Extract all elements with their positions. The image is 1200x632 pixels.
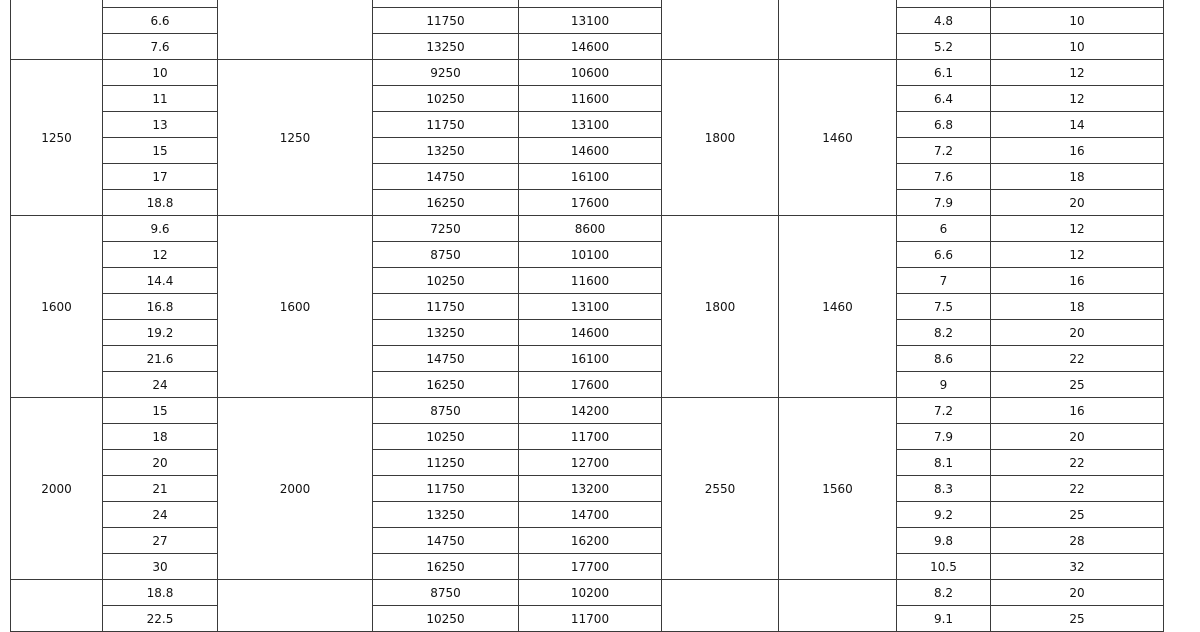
cell-col7-group — [779, 0, 897, 60]
cell-col4: 11750 — [373, 294, 519, 320]
cell-col5 — [519, 0, 662, 8]
cell-col4: 11750 — [373, 112, 519, 138]
cell-col9: 16 — [991, 398, 1164, 424]
cell-col9: 22 — [991, 476, 1164, 502]
cell-col3-group — [218, 580, 373, 632]
cell-col2: 22.5 — [103, 606, 218, 632]
table-row — [11, 346, 1164, 372]
cell-col2: 16.8 — [103, 294, 218, 320]
cell-col9: 20 — [991, 424, 1164, 450]
table-row — [11, 320, 1164, 346]
table-row — [11, 164, 1164, 190]
cell-col4: 16250 — [373, 372, 519, 398]
cell-col5: 14600 — [519, 34, 662, 60]
cell-col8: 8.2 — [897, 580, 991, 606]
cell-col8: 10.5 — [897, 554, 991, 580]
table-row — [11, 528, 1164, 554]
cell-col5: 17600 — [519, 372, 662, 398]
cell-col8: 7.5 — [897, 294, 991, 320]
cell-col4: 14750 — [373, 528, 519, 554]
cell-col4: 10250 — [373, 424, 519, 450]
cell-col4: 9250 — [373, 60, 519, 86]
cell-col2: 24 — [103, 372, 218, 398]
cell-col6-group — [662, 0, 779, 60]
cell-col5: 11600 — [519, 86, 662, 112]
table-row — [11, 424, 1164, 450]
table-row — [11, 580, 1164, 606]
cell-col8: 6.8 — [897, 112, 991, 138]
cell-col9: 10 — [991, 8, 1164, 34]
cell-col9: 18 — [991, 164, 1164, 190]
cell-col5: 13100 — [519, 294, 662, 320]
cell-col2: 13 — [103, 112, 218, 138]
cell-col9: 20 — [991, 190, 1164, 216]
cell-col9: 16 — [991, 268, 1164, 294]
cell-col3-group: 1250 — [218, 60, 373, 216]
cell-col2: 27 — [103, 528, 218, 554]
cell-col2: 19.2 — [103, 320, 218, 346]
table-row — [11, 0, 1164, 8]
cell-col5: 10200 — [519, 580, 662, 606]
cell-col8: 6.4 — [897, 86, 991, 112]
spec-table — [10, 0, 1164, 632]
table-row — [11, 476, 1164, 502]
cell-col8: 8.3 — [897, 476, 991, 502]
cell-col5: 16200 — [519, 528, 662, 554]
cell-col1-group: 1600 — [11, 216, 103, 398]
cell-col4: 8750 — [373, 580, 519, 606]
cell-col3-group: 2000 — [218, 398, 373, 580]
cell-col8: 8.2 — [897, 320, 991, 346]
cell-col2 — [103, 0, 218, 8]
table-row — [11, 112, 1164, 138]
cell-col6-group: 1800 — [662, 216, 779, 398]
spec-table-container — [10, 0, 1164, 632]
cell-col2: 15 — [103, 398, 218, 424]
cell-col2: 20 — [103, 450, 218, 476]
cell-col9: 18 — [991, 294, 1164, 320]
cell-col4: 10250 — [373, 86, 519, 112]
cell-col5: 16100 — [519, 346, 662, 372]
cell-col5: 17700 — [519, 554, 662, 580]
cell-col4: 10250 — [373, 268, 519, 294]
cell-col8: 4.8 — [897, 8, 991, 34]
cell-col9: 22 — [991, 450, 1164, 476]
cell-col4: 11750 — [373, 8, 519, 34]
cell-col2: 15 — [103, 138, 218, 164]
cell-col6-group: 1800 — [662, 60, 779, 216]
table-row — [11, 502, 1164, 528]
cell-col5: 17600 — [519, 190, 662, 216]
cell-col2: 6.6 — [103, 8, 218, 34]
cell-col5: 14700 — [519, 502, 662, 528]
spec-table-body — [11, 0, 1164, 632]
cell-col8: 9.1 — [897, 606, 991, 632]
cell-col8: 7 — [897, 268, 991, 294]
cell-col8: 7.2 — [897, 138, 991, 164]
cell-col9: 16 — [991, 138, 1164, 164]
cell-col9: 12 — [991, 60, 1164, 86]
cell-col5: 16100 — [519, 164, 662, 190]
cell-col1-group: 1250 — [11, 60, 103, 216]
cell-col5: 12700 — [519, 450, 662, 476]
cell-col5: 11600 — [519, 268, 662, 294]
table-row — [11, 268, 1164, 294]
cell-col3-group: 1600 — [218, 216, 373, 398]
cell-col5: 11700 — [519, 424, 662, 450]
cell-col2: 21 — [103, 476, 218, 502]
cell-col4: 16250 — [373, 190, 519, 216]
table-row — [11, 372, 1164, 398]
cell-col8: 6 — [897, 216, 991, 242]
cell-col2: 18.8 — [103, 580, 218, 606]
cell-col9: 20 — [991, 320, 1164, 346]
table-row — [11, 86, 1164, 112]
cell-col9: 25 — [991, 372, 1164, 398]
cell-col2: 30 — [103, 554, 218, 580]
cell-col5: 13100 — [519, 8, 662, 34]
table-row — [11, 138, 1164, 164]
cell-col9: 32 — [991, 554, 1164, 580]
cell-col4: 13250 — [373, 138, 519, 164]
cell-col4: 14750 — [373, 346, 519, 372]
cell-col8: 9.8 — [897, 528, 991, 554]
cell-col4: 13250 — [373, 34, 519, 60]
cell-col9: 28 — [991, 528, 1164, 554]
cell-col2: 18.8 — [103, 190, 218, 216]
cell-col5: 10600 — [519, 60, 662, 86]
cell-col8: 9 — [897, 372, 991, 398]
cell-col2: 11 — [103, 86, 218, 112]
cell-col9: 12 — [991, 86, 1164, 112]
table-row — [11, 398, 1164, 424]
cell-col6-group — [662, 580, 779, 632]
cell-col4: 8750 — [373, 242, 519, 268]
cell-col5: 10100 — [519, 242, 662, 268]
cell-col9: 12 — [991, 216, 1164, 242]
cell-col9: 25 — [991, 606, 1164, 632]
cell-col2: 12 — [103, 242, 218, 268]
cell-col8: 8.1 — [897, 450, 991, 476]
table-row — [11, 450, 1164, 476]
cell-col7-group: 1460 — [779, 216, 897, 398]
cell-col8: 8.6 — [897, 346, 991, 372]
cell-col7-group — [779, 580, 897, 632]
cell-col2: 14.4 — [103, 268, 218, 294]
cell-col2: 24 — [103, 502, 218, 528]
cell-col8: 7.9 — [897, 424, 991, 450]
cell-col9: 10 — [991, 34, 1164, 60]
cell-col4 — [373, 0, 519, 8]
cell-col8: 7.2 — [897, 398, 991, 424]
cell-col8: 6.1 — [897, 60, 991, 86]
cell-col2: 18 — [103, 424, 218, 450]
cell-col9: 14 — [991, 112, 1164, 138]
cell-col2: 21.6 — [103, 346, 218, 372]
cell-col5: 13200 — [519, 476, 662, 502]
cell-col9: 20 — [991, 580, 1164, 606]
cell-col1-group — [11, 580, 103, 632]
cell-col4: 11750 — [373, 476, 519, 502]
cell-col4: 7250 — [373, 216, 519, 242]
cell-col2: 10 — [103, 60, 218, 86]
cell-col2: 7.6 — [103, 34, 218, 60]
cell-col4: 13250 — [373, 320, 519, 346]
table-row — [11, 8, 1164, 34]
table-row — [11, 294, 1164, 320]
cell-col7-group: 1460 — [779, 60, 897, 216]
cell-col4: 16250 — [373, 554, 519, 580]
table-row — [11, 60, 1164, 86]
cell-col9: 12 — [991, 242, 1164, 268]
cell-col4: 14750 — [373, 164, 519, 190]
table-row — [11, 34, 1164, 60]
cell-col4: 10250 — [373, 606, 519, 632]
cell-col4: 11250 — [373, 450, 519, 476]
cell-col5: 14600 — [519, 138, 662, 164]
cell-col8 — [897, 0, 991, 8]
table-row — [11, 242, 1164, 268]
table-row — [11, 190, 1164, 216]
cell-col5: 14600 — [519, 320, 662, 346]
cell-col8: 7.6 — [897, 164, 991, 190]
cell-col4: 8750 — [373, 398, 519, 424]
cell-col9: 25 — [991, 502, 1164, 528]
cell-col8: 9.2 — [897, 502, 991, 528]
cell-col6-group: 2550 — [662, 398, 779, 580]
cell-col9 — [991, 0, 1164, 8]
cell-col1-group: 2000 — [11, 398, 103, 580]
cell-col9: 22 — [991, 346, 1164, 372]
cell-col2: 9.6 — [103, 216, 218, 242]
cell-col4: 13250 — [373, 502, 519, 528]
cell-col7-group: 1560 — [779, 398, 897, 580]
cell-col8: 5.2 — [897, 34, 991, 60]
cell-col5: 14200 — [519, 398, 662, 424]
cell-col5: 13100 — [519, 112, 662, 138]
cell-col8: 6.6 — [897, 242, 991, 268]
cell-col3-group — [218, 0, 373, 60]
cell-col8: 7.9 — [897, 190, 991, 216]
cell-col1-group — [11, 0, 103, 60]
cell-col5: 11700 — [519, 606, 662, 632]
table-row — [11, 554, 1164, 580]
cell-col2: 17 — [103, 164, 218, 190]
table-row — [11, 216, 1164, 242]
cell-col5: 8600 — [519, 216, 662, 242]
